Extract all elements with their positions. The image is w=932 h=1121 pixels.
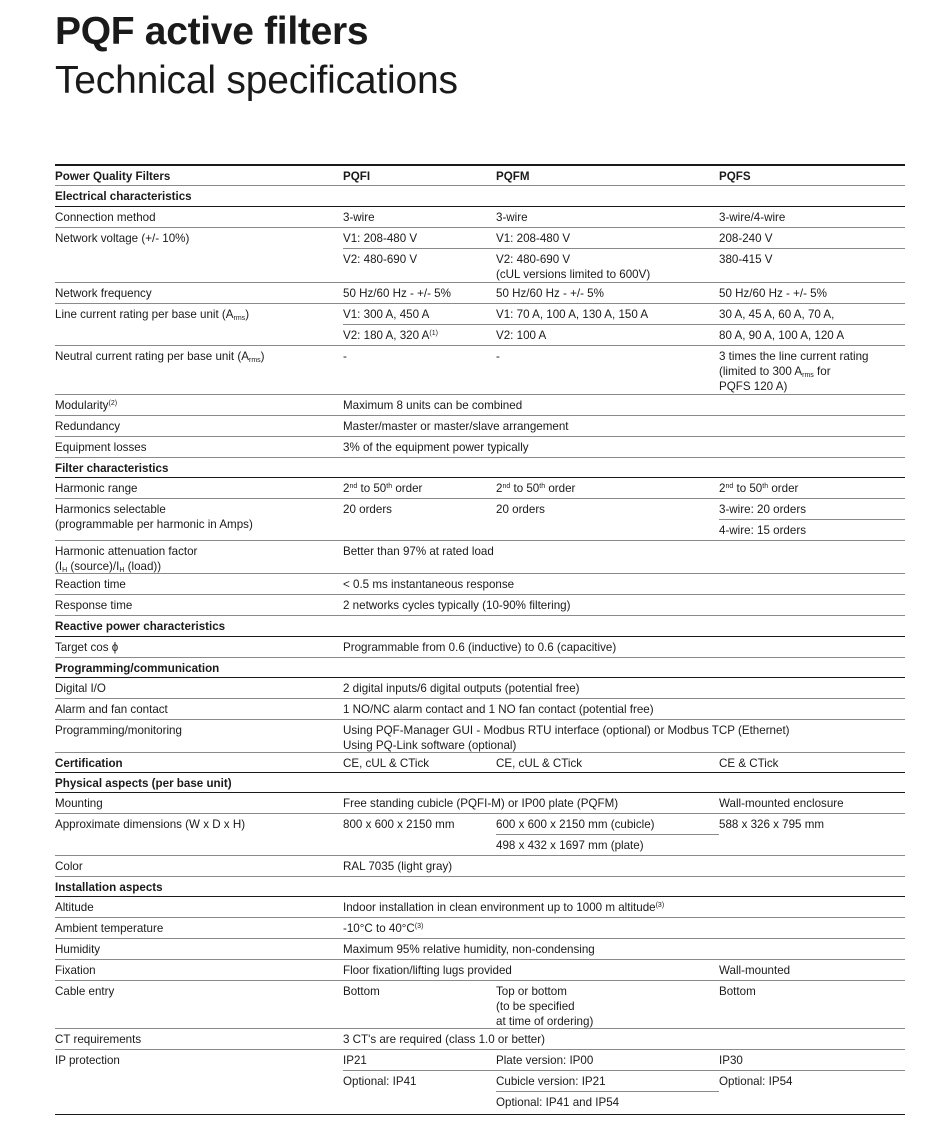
row-label: IP protection bbox=[55, 1054, 120, 1067]
value-all: 3% of the equipment power typically bbox=[343, 441, 529, 454]
value-all: 2 networks cycles typically (10-90% filtering) bbox=[343, 599, 571, 612]
row-ip-protection-3 bbox=[55, 1092, 905, 1115]
row-attenuation bbox=[55, 541, 905, 574]
value-all: < 0.5 ms instantaneous response bbox=[343, 578, 515, 591]
value-pqfi-pqfm: Floor fixation/lifting lugs provided bbox=[343, 964, 512, 977]
value-pqfi: 20 orders bbox=[343, 503, 392, 516]
value-pqfs: 3-wire/4-wire bbox=[719, 211, 786, 224]
section-installation bbox=[55, 877, 905, 897]
row-label: Digital I/O bbox=[55, 682, 106, 695]
value-all: Indoor installation in clean environment up to 1000 m altitude$^{(3)}$ bbox=[343, 901, 665, 914]
header-pqfi: PQFI bbox=[343, 170, 371, 183]
row-equipment-losses bbox=[55, 437, 905, 458]
value-pqfm: CE, cUL & CTick bbox=[496, 757, 583, 770]
row-label: Reaction time bbox=[55, 578, 126, 591]
row-altitude bbox=[55, 897, 905, 918]
row-mounting bbox=[55, 793, 905, 814]
value-pqfi: V1: 300 A, 450 A bbox=[343, 308, 430, 321]
section-certification bbox=[55, 753, 905, 773]
row-label: Network frequency bbox=[55, 287, 152, 300]
value-all: Programmable from 0.6 (inductive) to 0.6 (capacitive) bbox=[343, 641, 617, 654]
value-pqfm: - bbox=[496, 350, 500, 363]
section-programming bbox=[55, 658, 905, 678]
value-pqfm: 3-wire bbox=[496, 211, 528, 224]
value-pqfs: 4-wire: 15 orders bbox=[719, 524, 806, 537]
row-label: Harmonics selectable (programmable per harmonic in Amps) bbox=[55, 503, 253, 531]
row-target-cos bbox=[55, 637, 905, 658]
value-pqfs: IP30 bbox=[719, 1054, 743, 1067]
value-pqfi: IP21 bbox=[343, 1054, 367, 1067]
section-title: Installation aspects bbox=[55, 881, 163, 894]
row-label: Harmonic attenuation factor ($I_H$ $(source)/I_H$ (load)) bbox=[55, 545, 198, 574]
value-pqfm: Top or bottom (to be specified at time of ordering) bbox=[496, 985, 594, 1028]
value-pqfi: V2: 480-690 V bbox=[343, 253, 418, 266]
value-pqfs: Wall-mounted bbox=[719, 964, 791, 977]
row-network-frequency bbox=[55, 283, 905, 304]
value-all: Using PQF-Manager GUI - Modbus RTU interface (optional) or Modbus TCP (Ethernet) Using PQ-Link software (optional) bbox=[343, 724, 790, 752]
value-pqfs: 2nd to 50th order bbox=[719, 482, 799, 495]
row-ip-protection bbox=[55, 1050, 905, 1071]
value-pqfm: 20 orders bbox=[496, 503, 545, 516]
value-all: Maximum 8 units can be combined bbox=[343, 399, 523, 412]
section-title: Electrical characteristics bbox=[55, 190, 192, 203]
value-pqfs: Wall-mounted enclosure bbox=[719, 797, 844, 810]
row-network-voltage bbox=[55, 228, 905, 249]
row-cable-entry bbox=[55, 981, 905, 1029]
value-pqfi: - bbox=[343, 350, 347, 363]
row-digital-io bbox=[55, 678, 905, 699]
section-electrical bbox=[55, 186, 905, 207]
section-physical bbox=[55, 773, 905, 793]
row-label: Fixation bbox=[55, 964, 96, 977]
header-pqfm: PQFM bbox=[496, 170, 530, 183]
row-fixation bbox=[55, 960, 905, 981]
section-title: Filter characteristics bbox=[55, 462, 169, 475]
section-filter bbox=[55, 458, 905, 478]
page-title: PQF active filters bbox=[55, 10, 369, 53]
row-reaction-time bbox=[55, 574, 905, 595]
row-redundancy bbox=[55, 416, 905, 437]
row-label: CT requirements bbox=[55, 1033, 142, 1046]
row-label: Network voltage (+/- 10%) bbox=[55, 232, 190, 245]
row-harmonic-range bbox=[55, 478, 905, 499]
row-label: Harmonic range bbox=[55, 482, 138, 495]
value-pqfi: Bottom bbox=[343, 985, 380, 998]
value-pqfs: 3-wire: 20 orders bbox=[719, 503, 806, 516]
row-humidity bbox=[55, 939, 905, 960]
row-label: Mounting bbox=[55, 797, 103, 810]
value-pqfm: 2nd to 50th order bbox=[496, 482, 576, 495]
row-label: Line current rating per base unit $(A_{rms})$ bbox=[55, 308, 250, 322]
value-all: RAL 7035 (light gray) bbox=[343, 860, 453, 873]
row-label: Neutral current rating per base unit $(A_{rms})$ bbox=[55, 350, 265, 364]
value-pqfi: 3-wire bbox=[343, 211, 375, 224]
value-pqfm: 498 x 432 x 1697 mm (plate) bbox=[496, 839, 644, 852]
value-pqfm: V2: 480-690 V (cUL versions limited to 600V) bbox=[496, 253, 651, 281]
value-pqfm: Optional: IP41 and IP54 bbox=[496, 1096, 620, 1109]
row-response-time bbox=[55, 595, 905, 616]
value-pqfs: 3 times the line current rating (limited to 300 $A_{rms}$ for PQFS 120 A) bbox=[719, 350, 869, 393]
section-reactive bbox=[55, 616, 905, 637]
spec-table bbox=[55, 164, 905, 1115]
value-pqfs: 80 A, 90 A, 100 A, 120 A bbox=[719, 329, 845, 342]
row-label: Alarm and fan contact bbox=[55, 703, 168, 716]
value-pqfs: 588 x 326 x 795 mm bbox=[719, 818, 825, 831]
value-pqfm: V1: 70 A, 100 A, 130 A, 150 A bbox=[496, 308, 649, 321]
row-label: Cable entry bbox=[55, 985, 115, 998]
header-pqfs: PQFS bbox=[719, 170, 751, 183]
value-all: Master/master or master/slave arrangement bbox=[343, 420, 569, 433]
value-pqfi: Optional: IP41 bbox=[343, 1075, 417, 1088]
value-pqfm: Plate version: IP00 bbox=[496, 1054, 594, 1067]
row-dimensions-2 bbox=[55, 835, 905, 856]
section-title: Physical aspects (per base unit) bbox=[55, 777, 232, 790]
value-pqfs: 50 Hz/60 Hz - +/- 5% bbox=[719, 287, 827, 300]
section-title: Certification bbox=[55, 757, 123, 770]
value-pqfm: 600 x 600 x 2150 mm (cubicle) bbox=[496, 818, 655, 831]
header-product-family: Power Quality Filters bbox=[55, 170, 171, 183]
row-label: Color bbox=[55, 860, 83, 873]
row-prog-monitoring bbox=[55, 720, 905, 753]
row-label: Approximate dimensions (W x D x H) bbox=[55, 818, 246, 831]
value-pqfi: 800 x 600 x 2150 mm bbox=[343, 818, 455, 831]
row-color bbox=[55, 856, 905, 877]
row-harmonics-selectable-2 bbox=[55, 520, 905, 541]
value-all: 2 digital inputs/6 digital outputs (potential free) bbox=[343, 682, 580, 695]
row-line-current bbox=[55, 304, 905, 325]
table-header-row bbox=[55, 166, 905, 186]
value-pqfi: 50 Hz/60 Hz - +/- 5% bbox=[343, 287, 451, 300]
value-all: 1 NO/NC alarm contact and 1 NO fan contact (potential free) bbox=[343, 703, 654, 716]
page-subtitle: Technical specifications bbox=[55, 59, 458, 102]
value-pqfi: V1: 208-480 V bbox=[343, 232, 418, 245]
row-alarm bbox=[55, 699, 905, 720]
value-pqfs: 30 A, 45 A, 60 A, 70 A, bbox=[719, 308, 835, 321]
value-pqfs: 208-240 V bbox=[719, 232, 773, 245]
row-network-voltage-v2 bbox=[55, 249, 905, 283]
value-pqfi: CE, cUL & CTick bbox=[343, 757, 430, 770]
row-modularity bbox=[55, 395, 905, 416]
value-pqfs: CE & CTick bbox=[719, 757, 779, 770]
value-pqfs: Optional: IP54 bbox=[719, 1075, 793, 1088]
value-pqfm: 50 Hz/60 Hz - +/- 5% bbox=[496, 287, 604, 300]
value-pqfs: 380-415 V bbox=[719, 253, 773, 266]
value-pqfm: V1: 208-480 V bbox=[496, 232, 571, 245]
row-ip-protection-2 bbox=[55, 1071, 905, 1092]
row-connection-method bbox=[55, 207, 905, 228]
value-pqfi: V2: 180 A, 320 $A^{(1)}$ bbox=[343, 329, 438, 342]
row-label: Humidity bbox=[55, 943, 101, 956]
value-all: 3 CT's are required (class 1.0 or better) bbox=[343, 1033, 545, 1046]
row-label: Programming/monitoring bbox=[55, 724, 182, 737]
value-pqfm: Cubicle version: IP21 bbox=[496, 1075, 606, 1088]
row-label: Altitude bbox=[55, 901, 94, 914]
value-all: Maximum 95% relative humidity, non-condensing bbox=[343, 943, 595, 956]
row-neutral-current bbox=[55, 346, 905, 395]
value-pqfs: Bottom bbox=[719, 985, 756, 998]
row-label: Connection method bbox=[55, 211, 156, 224]
row-label: Redundancy bbox=[55, 420, 121, 433]
value-pqfi: 2nd to 50th order bbox=[343, 482, 423, 495]
row-ambient bbox=[55, 918, 905, 939]
row-label: Modularity$^{(2)}$ bbox=[55, 399, 118, 412]
row-line-current-v2 bbox=[55, 325, 905, 346]
row-label: Ambient temperature bbox=[55, 922, 164, 935]
value-pqfm: V2: 100 A bbox=[496, 329, 547, 342]
row-label: Response time bbox=[55, 599, 133, 612]
value-all: -10°C to $40^\circ C^{(3)}$ bbox=[343, 922, 424, 935]
row-dimensions bbox=[55, 814, 905, 835]
row-label: Equipment losses bbox=[55, 441, 147, 454]
section-title: Reactive power characteristics bbox=[55, 620, 226, 633]
section-title: Programming/communication bbox=[55, 662, 220, 675]
value-pqfi-pqfm: Free standing cubicle (PQFI-M) or IP00 plate (PQFM) bbox=[343, 797, 619, 810]
value-all: Better than 97% at rated load bbox=[343, 545, 494, 558]
row-label: Target cos ϕ bbox=[55, 641, 119, 654]
row-ct-requirements bbox=[55, 1029, 905, 1050]
